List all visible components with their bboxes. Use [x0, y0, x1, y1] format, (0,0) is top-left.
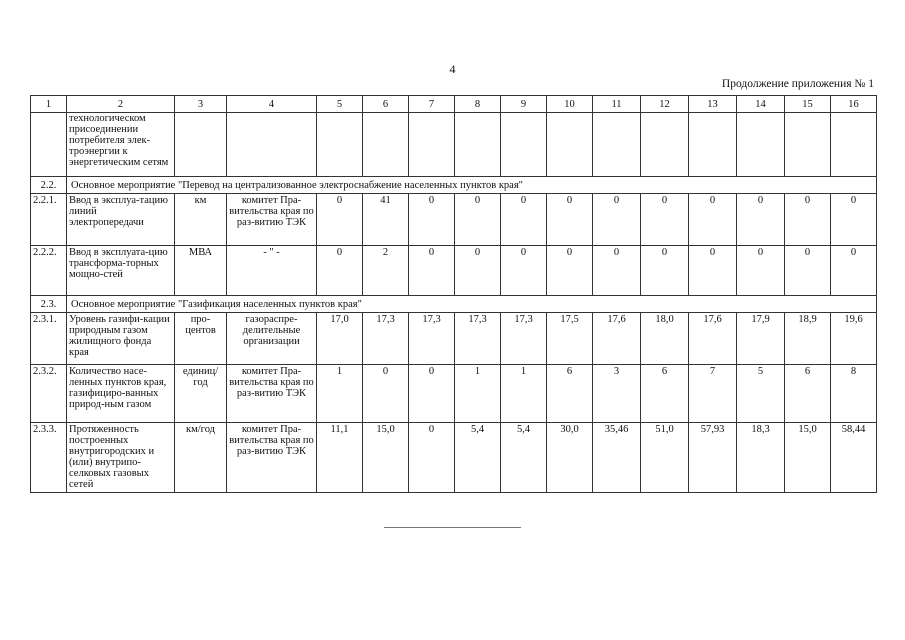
page-number: 4	[449, 62, 456, 76]
value-cell: 17,3	[409, 313, 455, 365]
value-cell: 0	[831, 246, 877, 296]
table-row-continued	[31, 113, 877, 177]
footer-separator-line	[384, 527, 521, 528]
value-cell: 58,44	[831, 423, 877, 493]
executor-cell: комитет Пра-вительства края по раз-витию ТЭК	[227, 423, 317, 493]
unit-cell: про-центов	[175, 313, 227, 365]
value-cell: 0	[641, 194, 689, 246]
value-cell: 7	[689, 365, 737, 423]
value-cell: 17,6	[593, 313, 641, 365]
unit-cell: км/год	[175, 423, 227, 493]
value-cell: 8	[831, 365, 877, 423]
header-cell: 11	[593, 96, 641, 113]
value-cell: 0	[501, 194, 547, 246]
value-cell: 1	[317, 365, 363, 423]
indicator-name: технологическом присоединении потребителя элек-троэнергии к энергетическим сетям	[67, 113, 175, 177]
value-cell: 5,4	[501, 423, 547, 493]
header-cell: 2	[67, 96, 175, 113]
value-cell: 15,0	[785, 423, 831, 493]
header-cell: 13	[689, 96, 737, 113]
value-cell: 17,3	[363, 313, 409, 365]
value-cell: 0	[455, 246, 501, 296]
value-cell: 1	[501, 365, 547, 423]
value-cell: 1	[455, 365, 501, 423]
value-cell: 15,0	[363, 423, 409, 493]
header-cell: 5	[317, 96, 363, 113]
indicators-table	[30, 95, 877, 493]
row-code: 2.3.3.	[31, 423, 67, 493]
unit-cell: км	[175, 194, 227, 246]
value-cell: 17,0	[317, 313, 363, 365]
row-code: 2.3.2.	[31, 365, 67, 423]
value-cell: 17,3	[501, 313, 547, 365]
section-code: 2.3.	[31, 296, 67, 313]
table-row-2-3-1	[31, 313, 877, 365]
value-cell: 51,0	[641, 423, 689, 493]
table-row-2-3-3	[31, 423, 877, 493]
indicator-name: Количество насе-ленных пунктов края, газифициро-ванных природ-ным газом	[67, 365, 175, 423]
indicator-name: Уровень газифи-кации природным газом жилищного фонда края	[67, 313, 175, 365]
header-cell: 10	[547, 96, 593, 113]
section-title: Основное мероприятие "Перевод на централизованное электроснабжение населенных пунктов края"	[67, 177, 877, 194]
section-row-2-3	[31, 296, 877, 313]
value-cell: 2	[363, 246, 409, 296]
value-cell: 18,3	[737, 423, 785, 493]
value-cell: 6	[547, 365, 593, 423]
executor-cell: газораспре-делительные организации	[227, 313, 317, 365]
header-cell: 16	[831, 96, 877, 113]
header-cell: 8	[455, 96, 501, 113]
value-cell: 11,1	[317, 423, 363, 493]
section-title: Основное мероприятие "Газификация населенных пунктов края"	[67, 296, 877, 313]
value-cell: 3	[593, 365, 641, 423]
value-cell: 17,5	[547, 313, 593, 365]
header-cell: 3	[175, 96, 227, 113]
value-cell: 41	[363, 194, 409, 246]
value-cell: 0	[641, 246, 689, 296]
indicator-name: Протяженность построенных внутригородских и (или) внутрипо-селковых газовых сетей	[67, 423, 175, 493]
value-cell: 0	[317, 246, 363, 296]
value-cell: 0	[737, 246, 785, 296]
value-cell: 17,6	[689, 313, 737, 365]
row-code: 2.2.1.	[31, 194, 67, 246]
header-cell: 7	[409, 96, 455, 113]
value-cell: 0	[785, 246, 831, 296]
value-cell: 0	[689, 246, 737, 296]
value-cell: 0	[363, 365, 409, 423]
unit-cell: МВА	[175, 246, 227, 296]
code-cell	[31, 113, 67, 177]
header-row	[31, 96, 877, 113]
executor-cell: - " -	[227, 246, 317, 296]
table-row-2-3-2	[31, 365, 877, 423]
value-cell: 5,4	[455, 423, 501, 493]
value-cell: 0	[547, 246, 593, 296]
header-cell: 15	[785, 96, 831, 113]
value-cell: 6	[641, 365, 689, 423]
header-cell: 6	[363, 96, 409, 113]
value-cell: 0	[831, 194, 877, 246]
value-cell: 6	[785, 365, 831, 423]
value-cell: 0	[593, 246, 641, 296]
value-cell: 0	[689, 194, 737, 246]
value-cell: 35,46	[593, 423, 641, 493]
unit-cell: единиц/ год	[175, 365, 227, 423]
continuation-label: Продолжение приложения № 1	[721, 78, 874, 90]
value-cell: 30,0	[547, 423, 593, 493]
value-cell: 0	[737, 194, 785, 246]
row-code: 2.3.1.	[31, 313, 67, 365]
value-cell: 19,6	[831, 313, 877, 365]
value-cell: 0	[455, 194, 501, 246]
value-cell: 0	[317, 194, 363, 246]
value-cell: 57,93	[689, 423, 737, 493]
value-cell: 0	[409, 194, 455, 246]
value-cell: 0	[409, 365, 455, 423]
value-cell: 17,9	[737, 313, 785, 365]
table-row-2-2-2	[31, 246, 877, 296]
value-cell: 0	[593, 194, 641, 246]
header-cell: 4	[227, 96, 317, 113]
header-cell: 12	[641, 96, 689, 113]
value-cell: 18,0	[641, 313, 689, 365]
header-cell: 1	[31, 96, 67, 113]
indicator-name: Ввод в эксплуата-цию трансформа-торных мощно-стей	[67, 246, 175, 296]
value-cell: 0	[785, 194, 831, 246]
header-cell: 14	[737, 96, 785, 113]
value-cell: 0	[409, 246, 455, 296]
value-cell: 0	[409, 423, 455, 493]
section-row-2-2	[31, 177, 877, 194]
value-cell: 0	[547, 194, 593, 246]
value-cell: 18,9	[785, 313, 831, 365]
executor-cell: комитет Пра-вительства края по раз-витию ТЭК	[227, 365, 317, 423]
section-code: 2.2.	[31, 177, 67, 194]
indicator-name: Ввод в эксплуа-тацию линий электропередачи	[67, 194, 175, 246]
value-cell: 17,3	[455, 313, 501, 365]
table-row-2-2-1	[31, 194, 877, 246]
value-cell: 0	[501, 246, 547, 296]
row-code: 2.2.2.	[31, 246, 67, 296]
value-cell: 5	[737, 365, 785, 423]
executor-cell: комитет Пра-вительства края по раз-витию ТЭК	[227, 194, 317, 246]
header-cell: 9	[501, 96, 547, 113]
